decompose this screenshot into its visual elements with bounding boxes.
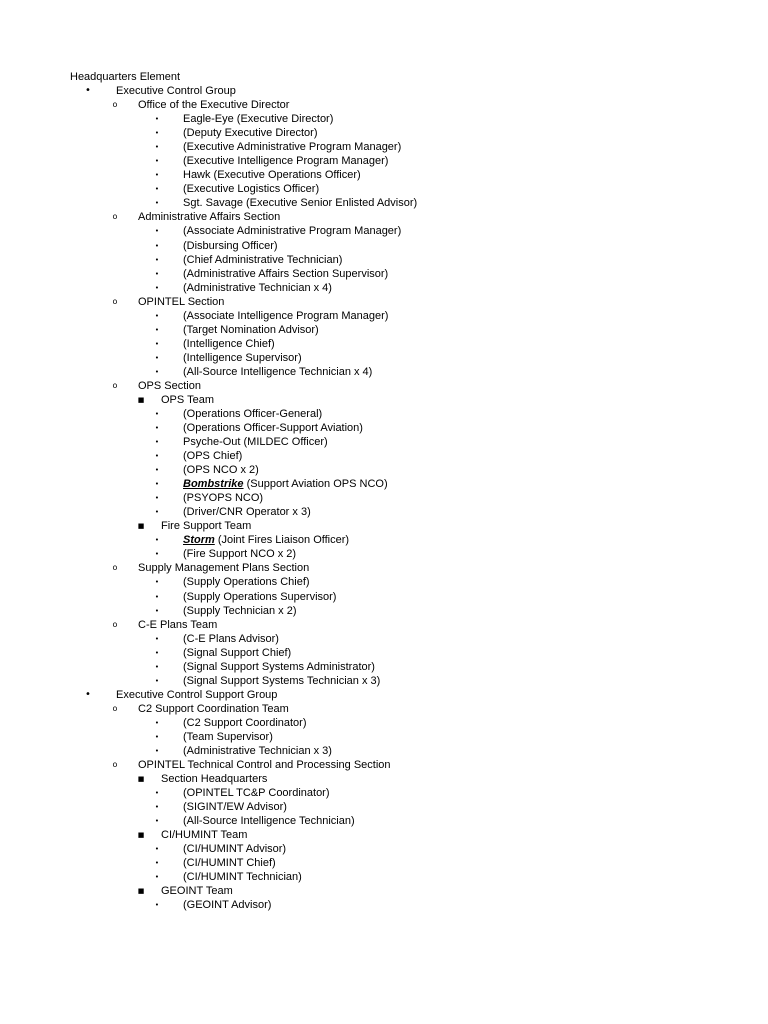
outline-item-label: (C2 Support Coordinator) [183, 716, 307, 729]
outline-item-text [70, 70, 180, 84]
outline-item-label: (Associate Administrative Program Manager) [183, 225, 402, 238]
small-disc-bullet-icon: • [154, 438, 160, 446]
small-disc-bullet-icon: • [154, 480, 160, 489]
small-disc-bullet-icon: • [154, 662, 160, 671]
outline-item-text [183, 126, 318, 140]
small-disc-bullet-icon: • [154, 227, 160, 236]
circle-bullet-icon: o [112, 760, 118, 769]
outline-item-text [183, 870, 302, 884]
outline-item-text [183, 421, 363, 435]
outline-item-label: Office of the Executive Director [138, 99, 290, 112]
small-disc-bullet-icon: • [154, 508, 160, 517]
outline-item-text [183, 604, 297, 618]
outline-item-label: (Operations Officer-General) [183, 408, 323, 420]
outline-item-label: Hawk (Executive Operations Officer) [183, 169, 361, 182]
outline-item-text [138, 702, 289, 716]
outline-item-text [161, 884, 233, 898]
outline-item-label: Psyche-Out (MILDEC Officer) [183, 436, 328, 448]
circle-bullet-icon: o [112, 296, 118, 306]
outline-item-label: (Driver/CNR Operator x 3) [183, 506, 311, 519]
outline-item-text [116, 84, 236, 98]
outline-item-label: (OPS NCO x 2) [183, 464, 259, 477]
outline-item-text [183, 660, 375, 674]
outline-item-text [183, 491, 263, 505]
outline-item-label: (Chief Administrative Technician) [183, 253, 343, 266]
small-disc-bullet-icon: • [154, 157, 160, 166]
small-disc-bullet-icon: • [154, 634, 160, 643]
outline-item-text [183, 716, 307, 730]
small-disc-bullet-icon: • [154, 367, 160, 376]
outline-item-text [183, 351, 302, 365]
small-disc-bullet-icon: • [154, 466, 160, 475]
outline-item-text [183, 239, 278, 253]
square-bullet-icon: ■ [137, 522, 145, 531]
outline-item-label: (Intelligence Supervisor) [183, 351, 302, 364]
small-disc-bullet-icon: • [154, 901, 160, 910]
outline-item-text [138, 210, 280, 224]
outline-item-label: Executive Control Group [116, 85, 236, 97]
outline-item-label: (Fire Support NCO x 2) [183, 548, 297, 561]
outline-item-label: (GEOINT Advisor) [183, 899, 272, 912]
outline-item-text [183, 323, 319, 337]
outline-item-text [183, 154, 388, 168]
small-disc-bullet-icon: • [154, 592, 160, 601]
square-bullet-icon: ■ [137, 395, 145, 404]
outline-item-label: (CI/HUMINT Advisor) [183, 843, 287, 856]
small-disc-bullet-icon: • [154, 803, 160, 812]
small-disc-bullet-icon: • [154, 339, 160, 348]
outline-item-label: Section Headquarters [161, 773, 268, 785]
small-disc-bullet-icon: • [154, 536, 160, 545]
small-disc-bullet-icon: • [154, 550, 160, 559]
outline-item-text [183, 267, 388, 281]
outline-item-label: Administrative Affairs Section [138, 211, 281, 224]
small-disc-bullet-icon: • [154, 353, 160, 362]
small-disc-bullet-icon: • [154, 199, 160, 208]
outline-item-text [183, 674, 380, 688]
circle-bullet-icon: o [112, 212, 118, 222]
outline-item-label: (Executive Intelligence Program Manager) [183, 155, 389, 168]
outline-item-label: (Disbursing Officer) [183, 239, 278, 252]
outline-item-text [161, 519, 251, 533]
outline-item-text [138, 758, 391, 772]
outline-item-label: (CI/HUMINT Chief) [183, 857, 276, 870]
outline-item-text [183, 632, 279, 646]
outline-item-label: C2 Support Coordination Team [138, 702, 289, 715]
outline-item-text [183, 590, 336, 604]
outline-item-label: (Administrative Technician x 4) [183, 281, 332, 294]
small-disc-bullet-icon: • [154, 115, 160, 124]
outline-item-text [183, 842, 286, 856]
outline-item-text [183, 140, 401, 154]
outline-item-label: C-E Plans Team [138, 618, 218, 631]
outline-item-text [138, 618, 217, 632]
outline-item-text [183, 786, 330, 800]
outline-item-label: (CI/HUMINT Technician) [183, 871, 302, 884]
outline-item-label: (Administrative Affairs Section Supervisor) [183, 267, 389, 280]
small-disc-bullet-icon: • [154, 789, 160, 797]
small-disc-bullet-icon: • [154, 718, 160, 727]
outline-item-label: (Signal Support Systems Administrator) [183, 660, 375, 673]
outline-item-text [183, 435, 328, 449]
outline-item-text [183, 196, 417, 210]
small-disc-bullet-icon: • [154, 845, 160, 854]
outline-item-text [183, 253, 342, 267]
outline-item-label: (Supply Operations Supervisor) [183, 590, 337, 603]
disc-bullet-icon: • [85, 688, 91, 700]
outline-item-label: (Support Aviation OPS NCO) [243, 478, 388, 491]
small-disc-bullet-icon: • [154, 732, 160, 741]
outline-item-label: (Deputy Executive Director) [183, 127, 318, 140]
outline-item-label: (Intelligence Chief) [183, 337, 275, 350]
circle-bullet-icon: o [112, 100, 118, 110]
small-disc-bullet-icon: • [154, 325, 160, 334]
outline-item-label: (All-Source Intelligence Technician x 4) [183, 365, 373, 378]
outline-item-label: (Operations Officer-Support Aviation) [183, 422, 363, 434]
outline-item-label: OPINTEL Section [138, 295, 225, 308]
outline-item-text [183, 898, 271, 912]
small-disc-bullet-icon: • [154, 494, 160, 503]
outline-item-text [183, 575, 310, 589]
outline-item-label: (OPS Chief) [183, 450, 243, 463]
outline-item-label: GEOINT Team [161, 885, 233, 898]
outline-item-text [161, 393, 214, 407]
small-disc-bullet-icon: • [154, 578, 160, 587]
small-disc-bullet-icon: • [154, 269, 160, 278]
outline-item-text [161, 772, 267, 786]
outline-item-text [183, 800, 287, 814]
small-disc-bullet-icon: • [154, 452, 160, 461]
outline-item-text [183, 365, 372, 379]
outline-item-label: Supply Management Plans Section [138, 562, 310, 575]
small-disc-bullet-icon: • [154, 311, 160, 320]
small-disc-bullet-icon: • [154, 241, 160, 250]
outline-item-text [183, 407, 322, 421]
outline-item-text [183, 182, 319, 196]
callsign-emphasis: Bombstrike [183, 478, 244, 491]
outline-item-label: Sgt. Savage (Executive Senior Enlisted Advisor) [183, 197, 418, 210]
outline-item-label: Eagle-Eye (Executive Director) [183, 113, 334, 126]
small-disc-bullet-icon: • [154, 606, 160, 615]
small-disc-bullet-icon: • [154, 283, 160, 292]
outline-item-label: (Executive Administrative Program Manager) [183, 141, 402, 154]
small-disc-bullet-icon: • [154, 746, 160, 755]
outline-item-text [116, 688, 277, 702]
circle-bullet-icon: o [112, 563, 118, 573]
square-bullet-icon: ■ [137, 887, 145, 896]
outline-item-text [183, 505, 311, 519]
small-disc-bullet-icon: • [154, 817, 160, 826]
outline-item-text [138, 379, 201, 393]
outline-item-text [183, 309, 388, 323]
circle-bullet-icon: o [112, 380, 118, 390]
outline-item-label: (PSYOPS NCO) [183, 492, 264, 505]
outline-item-label: (OPINTEL TC&P Coordinator) [183, 787, 330, 799]
outline-item-text [183, 744, 332, 758]
small-disc-bullet-icon: • [154, 410, 160, 418]
disc-bullet-icon: • [85, 85, 91, 96]
small-disc-bullet-icon: • [154, 873, 160, 882]
outline-item-label: (Associate Intelligence Program Manager) [183, 309, 389, 322]
outline-item-label: CI/HUMINT Team [161, 829, 248, 842]
outline-item-text [183, 224, 401, 238]
outline-item-label: (Joint Fires Liaison Officer) [214, 534, 350, 547]
small-disc-bullet-icon: • [154, 859, 160, 868]
small-disc-bullet-icon: • [154, 676, 160, 685]
outline-item-label: (All-Source Intelligence Technician) [183, 815, 355, 828]
square-bullet-icon: ■ [137, 831, 145, 840]
outline-item-text [183, 856, 276, 870]
small-disc-bullet-icon: • [154, 129, 160, 138]
circle-bullet-icon: o [112, 619, 118, 629]
small-disc-bullet-icon: • [154, 185, 160, 194]
outline-item-label: (Supply Operations Chief) [183, 576, 310, 589]
outline-item-text [161, 828, 247, 842]
small-disc-bullet-icon: • [154, 143, 160, 152]
outline-item-text [183, 547, 296, 561]
small-disc-bullet-icon: • [154, 255, 160, 264]
outline-item-text [138, 295, 224, 309]
outline-item-label: (SIGINT/EW Advisor) [183, 801, 287, 814]
outline-item-label: (Executive Logistics Officer) [183, 183, 320, 196]
outline-item-label: OPS Team [161, 393, 214, 406]
small-disc-bullet-icon: • [154, 171, 160, 180]
circle-bullet-icon: o [112, 703, 118, 713]
callsign-emphasis: Storm [183, 534, 215, 547]
outline-item-label: (Signal Support Systems Technician x 3) [183, 674, 381, 687]
outline-item-text [183, 337, 275, 351]
outline-item-text [183, 281, 332, 295]
outline-item-text [183, 449, 242, 463]
outline-item-text [183, 814, 355, 828]
outline-item-label: Fire Support Team [161, 520, 252, 533]
outline-item-label: (Supply Technician x 2) [183, 604, 297, 617]
outline-item-label: Headquarters Element [70, 71, 181, 83]
outline-item-text [138, 561, 309, 575]
outline-item-label: OPINTEL Technical Control and Processing Section [138, 759, 391, 771]
outline-item-text [183, 168, 361, 182]
outline-item-label: (Target Nomination Advisor) [183, 323, 319, 336]
outline-item-text [183, 477, 388, 491]
outline-item-text [183, 730, 273, 744]
outline-item-text [183, 463, 259, 477]
outline-item-text [183, 533, 349, 547]
outline-item-label: OPS Section [138, 379, 201, 392]
small-disc-bullet-icon: • [154, 648, 160, 657]
outline-item-text [183, 646, 291, 660]
outline-item-label: (Administrative Technician x 3) [183, 744, 332, 757]
square-bullet-icon: ■ [137, 775, 145, 783]
outline-item-text [138, 98, 289, 112]
outline-item-label: Executive Control Support Group [116, 688, 278, 701]
small-disc-bullet-icon: • [154, 424, 160, 432]
outline-item-label: (Signal Support Chief) [183, 646, 292, 659]
outline-item-label: (Team Supervisor) [183, 730, 273, 743]
outline-item-label: (C-E Plans Advisor) [183, 632, 279, 645]
outline-item-text [183, 112, 333, 126]
